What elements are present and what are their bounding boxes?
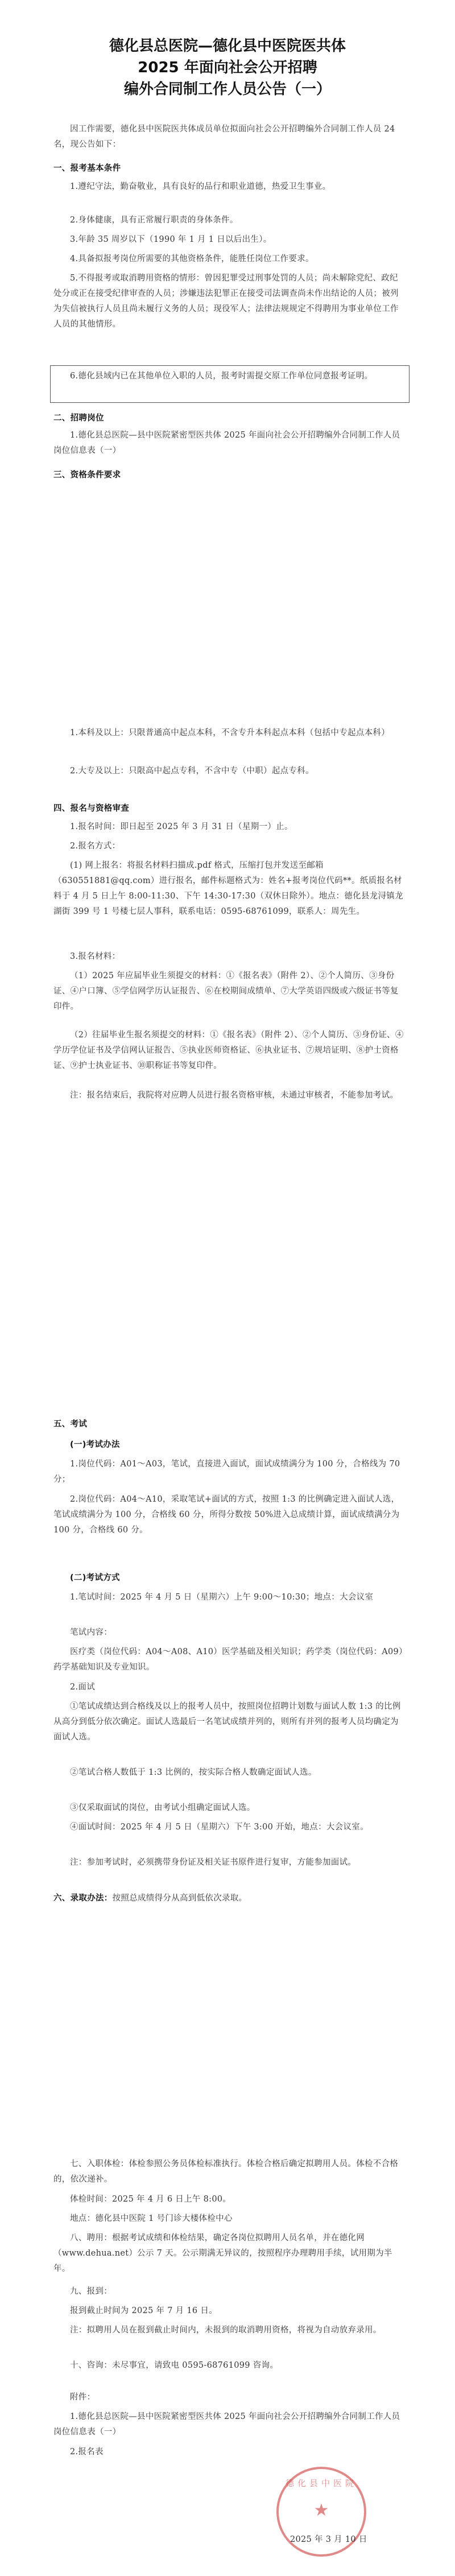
condition-5: 5.不得报考或取消聘用资格的情形：曾因犯罪受过刑事处罚的人员；尚未解除党纪、政纪处分或正在接受纪律审查的人员；涉嫌违法犯罪正在接受司法调查尚未作出结论的人员；被列为失信被执行人员且尚未履行义务的人员；现役军人；法律法规规定不得聘用为事业单位工作人员的其他情形。 [53, 274, 399, 329]
interview-label: 2.面试 [70, 1683, 96, 1692]
reg-method-online: (1) 网上报名：将报名材料扫描成.pdf 格式，压缩打包并发送至邮箱（630551881@qq.com）进行报名，邮件标题格式为：姓名+报考岗位代码**。纸质报名材料于 4 月 5 日上午 8:00-11:30、下午 14:30-17:30（双休日除外）。地点：德化县龙浔镇龙湖街 399 号 1 号楼七层人事科，联系电话：0595-68761099，联系人：周先生。 [53, 861, 403, 916]
section-2-text: 1.德化县总医院—县中医院紧密型医共体 2025 年面向社会公开招聘编外合同制工作人员岗位信息表（一） [53, 431, 400, 455]
condition-2: 2.身体健康，具有正常履行职责的身体条件。 [70, 216, 238, 225]
exam-rule-1: 1.岗位代码：A01～A03，笔试，直接进入面试，面试成绩满分为 100 分，合格线为 70 分； [53, 1460, 400, 1484]
section-7-medical: 七、入职体检：体检参照公务员体检标准执行。体检合格后确定拟聘用人员。体检不合格的，依次递补。 [53, 2159, 399, 2184]
qualification-1: 1.本科及以上：只限普通高中起点本科，不含专升本科起点本科（包括中专起点本科） [70, 728, 390, 737]
section-10-contact: 十、咨询：未尽事宜，请致电 0595-68761099 咨询。 [70, 2361, 279, 2370]
exam-mode-sub: (二)考试方式 [70, 1573, 120, 1582]
title-line-3: 编外合同制工作人员公告（一） [123, 81, 331, 98]
condition-4: 4.具备拟报考岗位所需要的其他资格条件，能胜任岗位工作要求。 [70, 254, 314, 263]
medical-place: 地点：德化县中医院 1 号门诊大楼体检中心 [70, 2214, 233, 2223]
section-6-text: 按照总成绩得分从高到低依次录取。 [112, 1894, 247, 1903]
seal-text: 德化县中医院 [285, 2478, 357, 2488]
section-9-heading: 九、报到： [70, 2287, 112, 2296]
condition-6: 6.德化县域内已在其他单位入职的人员，报考时需提交原工作单位同意报考证明。 [70, 372, 373, 381]
attachment-2: 2.报名表 [70, 2447, 104, 2457]
title-line-2: 2025 年面向社会公开招聘 [138, 59, 317, 76]
attachments-label: 附件： [70, 2393, 96, 2402]
exam-rule-2: 2.岗位代码：A04～A10，采取笔试+面试的方式，按照 1:3 的比例确定进入面试人选，笔试成绩满分为 100 分，合格线 60 分，所得分数按 50%进入总成绩计算，面试成绩满分为 100 分，合格线 60 分。 [53, 1495, 400, 1535]
written-exam-content-label: 笔试内容： [70, 1628, 112, 1637]
interview-rule-3: ③仅采取面试的岗位，由考试小组确定面试人选。 [70, 1803, 255, 1812]
publish-date: 2025 年 3 月 10 日 [290, 2535, 367, 2544]
intro-paragraph: 因工作需要，德化县中医院医共体成员单位拟面向社会公开招聘编外合同制工作人员 24 名，现公告如下： [53, 125, 395, 149]
report-note: 注：拟聘用人员在报到截止时间内，未报到的取消聘用资格，将视为自动放弃录用。 [70, 2326, 382, 2335]
review-note: 注：报名结束后，我院将对应聘人员进行报名资格审核，未通过审核者，不能参加考试。 [70, 1091, 399, 1100]
medical-time: 体检时间：2025 年 4 月 6 日上午 8:00。 [70, 2195, 231, 2204]
reg-time: 1.报名时间：即日起至 2025 年 3 月 31 日（星期一）止。 [70, 822, 293, 831]
seal-star-icon: ★ [313, 2500, 329, 2520]
section-1-heading: 一、报考基本条件 [53, 164, 121, 173]
reg-materials-label: 3.报名材料： [70, 952, 121, 961]
written-exam-content: 医疗类（岗位代码：A04～A08、A10）医学基础及相关知识；药学类（岗位代码：A09）药学基础知识及专业知识。 [53, 1647, 403, 1672]
reg-method-label: 2.报名方式： [70, 842, 121, 851]
section-8-hire: 八、聘用：根据考试成绩和体检结果，确定各岗位拟聘用人员名单，并在德化网（www.dehua.net）公示 7 天。公示期满无异议的，按照程序办理聘用手续，试用期为半年。 [53, 2233, 392, 2273]
interview-time: ④面试时间：2025 年 4 月 5 日（星期六）下午 3:00 开始，地点：大会议室。 [70, 1823, 369, 1832]
section-3-heading: 三、资格条件要求 [53, 471, 121, 480]
section-5-heading: 五、考试 [53, 1420, 88, 1429]
condition-1: 1.遵纪守法，勤奋敬业，具有良好的品行和职业道德，热爱卫生事业。 [70, 182, 331, 191]
report-deadline: 报到截止时间为 2025 年 7 月 16 日。 [70, 2306, 217, 2315]
exam-method-sub: (一)考试办法 [70, 1440, 120, 1449]
qualification-2: 2.大专及以上：只限高中起点专科，不含中专（中职）起点专科。 [70, 766, 314, 776]
section-2-heading: 二、招聘岗位 [53, 414, 104, 423]
materials-past-grads: （2）往届毕业生报名须提交的材料：①《报名表》（附件 2）、②个人简历、③身份证、④学历学位证书及学信网认证报告、⑤执业医师资格证、⑥执业证书、⑦规培证明、⑧护士资格证、⑨护士执业证书、⑩职称证书等复印件。 [53, 1031, 404, 1070]
title-line-1: 德化县总医院—德化县中医院医共体 [109, 38, 346, 55]
section-4-heading: 四、报名与资格审查 [53, 804, 130, 813]
section-6-heading: 六、录取办法： [53, 1893, 113, 1903]
exam-note: 注：参加考试时，必须携带身份证及相关证书原件进行复审，方能参加面试。 [70, 1858, 357, 1867]
materials-fresh-grads: （1）2025 年应届毕业生须提交的材料：①《报名表》（附件 2）、②个人简历、③身份证、④户口簿、⑤学信网学历认证报告、⑥在校期间成绩单、⑦大学英语四级或六级证书等复印件。 [53, 971, 399, 1011]
written-exam-time: 1.笔试时间：2025 年 4 月 5 日（星期六）上午 9:00～10:30；地点：大会议室 [70, 1593, 374, 1602]
section-6 [53, 1890, 406, 1906]
interview-rule-2: ②笔试合格人数低于 1:3 比例的，按实际合格人数确定面试人选。 [70, 1768, 317, 1777]
condition-3: 3.年龄 35 周岁以下（1990 年 1 月 1 日以后出生）。 [70, 235, 272, 244]
attachment-1: 1.德化县总医院—县中医院紧密型医共体 2025 年面向社会公开招聘编外合同制工作人员岗位信息表（一） [53, 2412, 400, 2437]
interview-rule-1: ①笔试成绩达到合格线及以上的报考人员中，按照岗位招聘计划数与面试人数 1:3 的比例从高分到低分依次确定。面试人选最后一名笔试成绩并列的，则所有并列的报考人员均确定为面试人选。 [53, 1702, 401, 1742]
